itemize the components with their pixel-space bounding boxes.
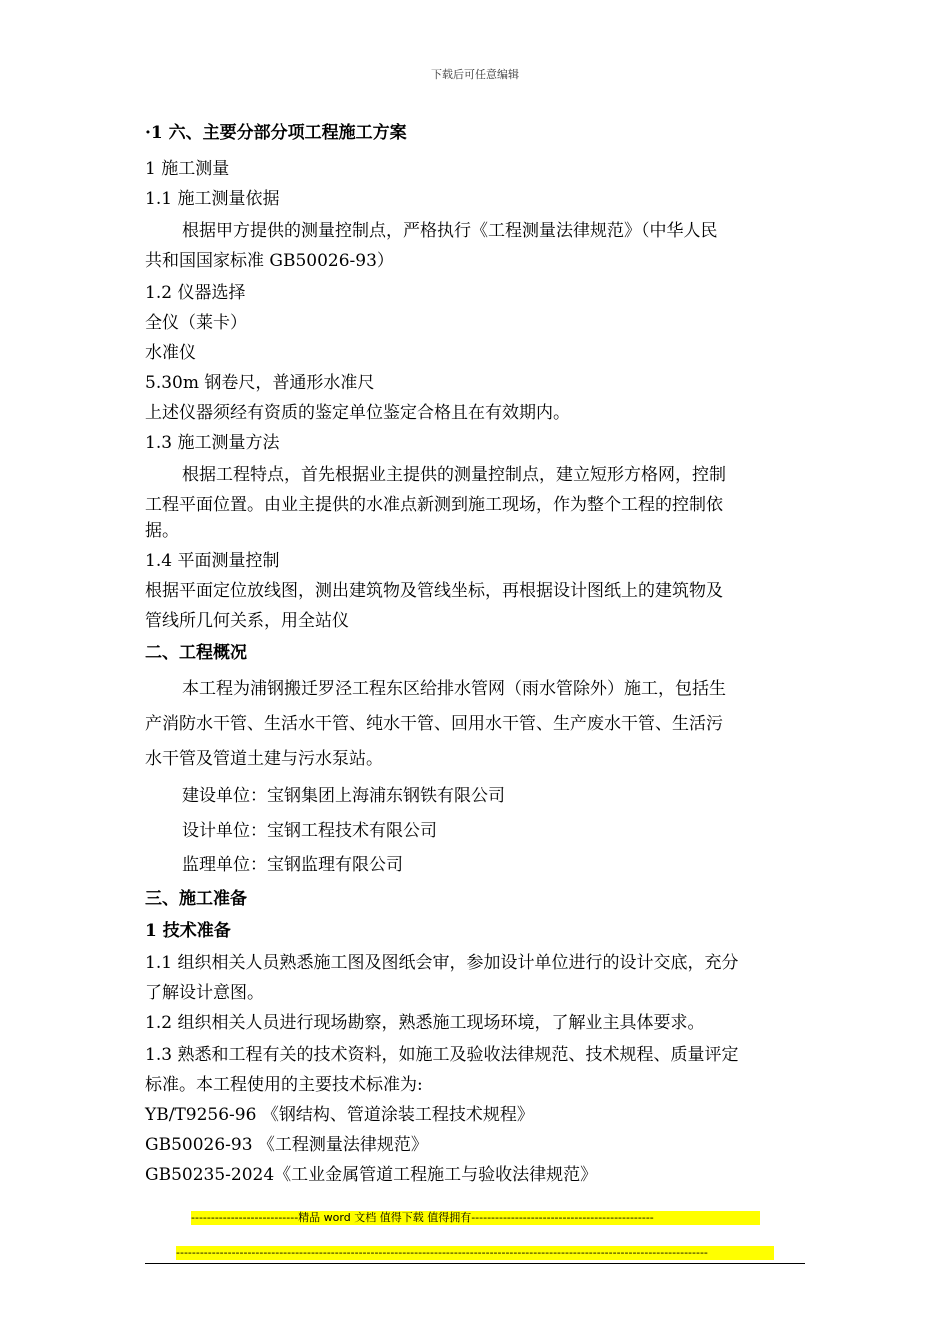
paragraph: 共和国国家标准 GB50026-93） bbox=[145, 251, 394, 271]
paragraph: 据。 bbox=[145, 521, 179, 541]
paragraph: 上述仪器须经有资质的鉴定单位鉴定合格且在有效期内。 bbox=[145, 403, 570, 423]
paragraph: 水准仪 bbox=[145, 343, 196, 363]
paragraph: 1.4 平面测量控制 bbox=[145, 551, 280, 571]
paragraph: 产消防水干管、生活水干管、纯水干管、回用水干管、生产废水干管、生活污 bbox=[145, 714, 723, 734]
paragraph: 1.2 组织相关人员进行现场勘察，熟悉施工现场环境，了解业主具体要求。 bbox=[145, 1013, 705, 1033]
paragraph: 了解设计意图。 bbox=[145, 983, 264, 1003]
footer-rule bbox=[145, 1263, 805, 1264]
paragraph: 1.1 施工测量依据 bbox=[145, 189, 280, 209]
paragraph: 全仪（莱卡） bbox=[145, 313, 247, 333]
paragraph: YB/T9256-96 《钢结构、管道涂装工程技术规程》 bbox=[145, 1105, 534, 1125]
paragraph: 本工程为浦钢搬迁罗泾工程东区给排水管网（雨水管除外）施工，包括生 bbox=[182, 679, 726, 699]
paragraph: 根据平面定位放线图，测出建筑物及管线坐标，再根据设计图纸上的建筑物及 bbox=[145, 581, 723, 601]
paragraph: 根据甲方提供的测量控制点，严格执行《工程测量法律规范》（中华人民 bbox=[182, 221, 718, 241]
paragraph: 1.3 施工测量方法 bbox=[145, 433, 280, 453]
paragraph: 工程平面位置。由业主提供的水准点新测到施工现场，作为整个工程的控制依 bbox=[145, 495, 723, 515]
section-heading-6: ·1 六、主要分部分项工程施工方案 bbox=[145, 123, 407, 143]
subsection-heading: 1 技术准备 bbox=[145, 921, 231, 941]
paragraph: 根据工程特点，首先根据业主提供的测量控制点，建立短形方格网，控制 bbox=[182, 465, 726, 485]
paragraph: 监理单位：宝钢监理有限公司 bbox=[182, 855, 403, 875]
paragraph: GB50235-2024《工业金属管道工程施工与验收法律规范》 bbox=[145, 1165, 598, 1185]
footer-banner: ---------------------------精品 word 文档 值得下载 值得拥有---------------------------------------------- bbox=[191, 1211, 760, 1225]
paragraph: 1.1 组织相关人员熟悉施工图及图纸会审，参加设计单位进行的设计交底，充分 bbox=[145, 953, 739, 973]
paragraph: 水干管及管道土建与污水泵站。 bbox=[145, 749, 383, 769]
paragraph: 5.30m 钢卷尺，普通形水准尺 bbox=[145, 373, 375, 393]
paragraph: GB50026-93 《工程测量法律规范》 bbox=[145, 1135, 428, 1155]
footer-dash-line: -------------------------------------------------------------------------------------------------------------------------------------- bbox=[176, 1246, 774, 1260]
paragraph: 建设单位：宝钢集团上海浦东钢铁有限公司 bbox=[182, 786, 505, 806]
section-heading-2: 二、工程概况 bbox=[145, 643, 247, 663]
section-heading-3: 三、施工准备 bbox=[145, 889, 247, 909]
page-header: 下载后可任意编辑 bbox=[431, 68, 519, 81]
paragraph: 1 施工测量 bbox=[145, 159, 230, 179]
paragraph: 标准。本工程使用的主要技术标准为: bbox=[145, 1075, 423, 1095]
paragraph: 设计单位：宝钢工程技术有限公司 bbox=[182, 821, 437, 841]
paragraph: 1.3 熟悉和工程有关的技术资料，如施工及验收法律规范、技术规程、质量评定 bbox=[145, 1045, 739, 1065]
paragraph: 1.2 仪器选择 bbox=[145, 283, 246, 303]
paragraph: 管线所几何关系，用全站仪 bbox=[145, 611, 349, 631]
